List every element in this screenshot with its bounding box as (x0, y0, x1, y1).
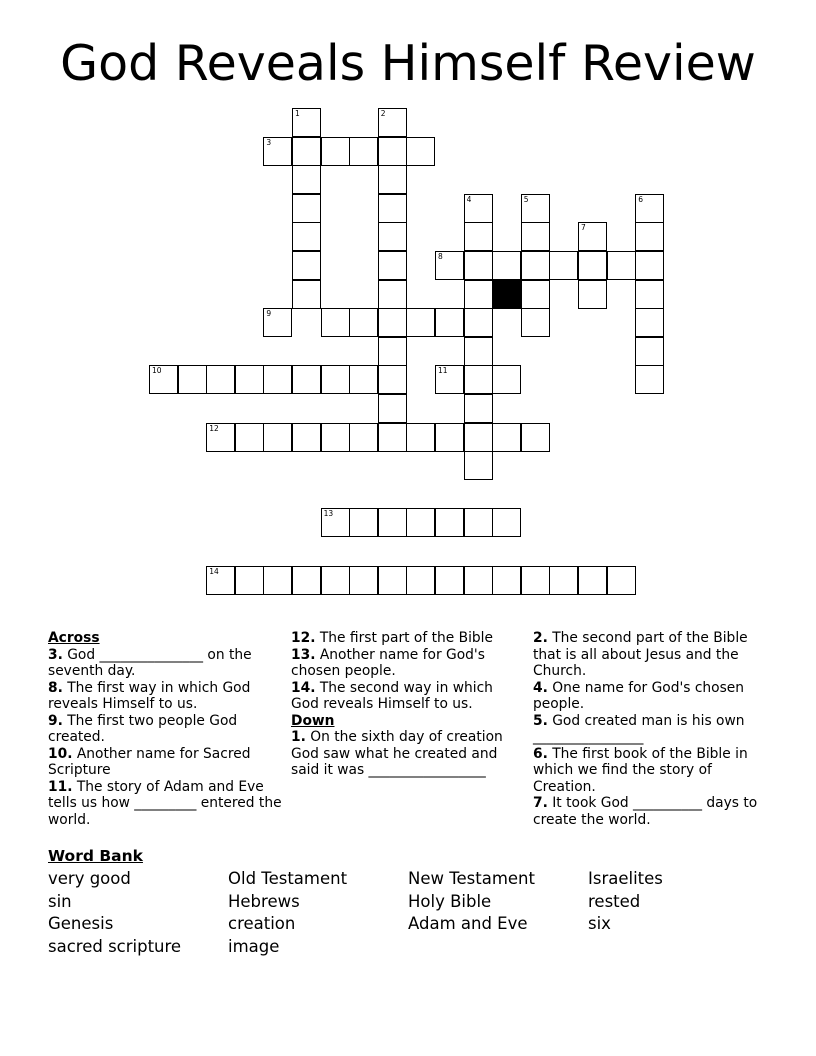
grid-cell[interactable] (635, 251, 664, 280)
clue-across-13: 13. Another name for God's chosen people. (291, 646, 485, 679)
grid-cell[interactable] (292, 280, 321, 309)
grid-cell[interactable] (549, 566, 578, 595)
grid-cell[interactable] (521, 280, 550, 309)
clue-number: 11 (438, 366, 448, 376)
grid-cell[interactable] (321, 365, 350, 394)
down-heading: Down (291, 712, 335, 729)
grid-cell[interactable] (178, 365, 207, 394)
grid-cell[interactable] (635, 365, 664, 394)
grid-cell[interactable] (292, 194, 321, 223)
grid-cell[interactable] (378, 508, 407, 537)
grid-cell[interactable] (349, 308, 378, 337)
grid-cell[interactable] (349, 566, 378, 595)
grid-cell[interactable] (492, 508, 521, 537)
grid-cell[interactable] (292, 566, 321, 595)
clue-number: 12 (209, 423, 219, 433)
clues-column-2 (291, 630, 517, 779)
clues-column-3 (533, 630, 773, 828)
page-title: God Reveals Himself Review (60, 35, 756, 92)
grid-cell[interactable] (292, 165, 321, 194)
word-bank-item: Genesis (48, 914, 114, 934)
clue-number: 5 (523, 194, 529, 204)
grid-cell[interactable] (549, 251, 578, 280)
grid-cell[interactable] (635, 280, 664, 309)
clue-down-1: 1. On the sixth day of creation God saw what he created and said it was _________________ (291, 729, 503, 778)
grid-cell[interactable] (149, 365, 178, 394)
word-bank-item: Israelites (588, 869, 663, 888)
grid-cell[interactable] (321, 508, 350, 537)
grid-cell[interactable] (435, 251, 464, 280)
grid-cell[interactable] (378, 165, 407, 194)
clue-number: 9 (266, 309, 272, 319)
grid-cell[interactable] (464, 251, 493, 280)
grid-cell[interactable] (263, 423, 292, 452)
grid-cell[interactable] (378, 394, 407, 423)
grid-cell[interactable] (435, 508, 464, 537)
grid-cell[interactable] (464, 308, 493, 337)
grid-cell[interactable] (378, 280, 407, 309)
grid-cell[interactable] (635, 222, 664, 251)
word-bank (48, 868, 768, 959)
grid-cell[interactable] (492, 251, 521, 280)
grid-cell[interactable] (435, 365, 464, 394)
word-bank-item: Hebrews (228, 891, 300, 911)
grid-cell[interactable] (378, 566, 407, 595)
grid-cell[interactable] (263, 566, 292, 595)
word-bank-item: very good (48, 869, 131, 888)
grid-cell[interactable] (521, 251, 550, 280)
grid-cell[interactable] (349, 137, 378, 166)
grid-cell[interactable] (378, 423, 407, 452)
grid-cell[interactable] (464, 423, 493, 452)
grid-cell[interactable] (292, 251, 321, 280)
clue-number: 10 (152, 366, 162, 376)
clue-across-3: 3. God _______________ on the seventh day. (48, 646, 252, 679)
grid-cell[interactable] (464, 451, 493, 480)
word-bank-item: New Testament (408, 869, 535, 888)
grid-cell[interactable] (464, 566, 493, 595)
grid-cell[interactable] (292, 365, 321, 394)
grid-cell[interactable] (635, 194, 664, 223)
word-bank-item: Holy Bible (408, 891, 492, 911)
grid-cell[interactable] (578, 566, 607, 595)
word-bank-item: image (228, 937, 280, 957)
grid-cell[interactable] (635, 337, 664, 366)
clue-number: 1 (295, 109, 300, 118)
grid-cell[interactable] (435, 308, 464, 337)
grid-cell[interactable] (492, 423, 521, 452)
grid-cell[interactable] (321, 423, 350, 452)
grid-cell[interactable] (406, 308, 435, 337)
grid-cell[interactable] (406, 423, 435, 452)
clues-column-1 (48, 630, 284, 828)
word-bank-item: rested (588, 891, 641, 911)
grid-cell[interactable] (349, 508, 378, 537)
grid-cell[interactable] (235, 423, 264, 452)
word-bank-item: sacred scripture (48, 937, 182, 957)
grid-cell[interactable] (292, 222, 321, 251)
clue-across-8: 8. The first way in which God reveals Himself to us. (48, 679, 251, 712)
clue-down-5: 5. God created man is his own ________________ (533, 712, 745, 745)
grid-cell[interactable] (378, 365, 407, 394)
grid-cell[interactable] (464, 337, 493, 366)
grid-cell[interactable] (464, 222, 493, 251)
grid-cell[interactable] (521, 222, 550, 251)
clue-number: 3 (266, 137, 272, 147)
grid-cell[interactable] (235, 365, 264, 394)
grid-cell[interactable] (349, 365, 378, 394)
grid-cell[interactable] (321, 137, 350, 166)
clue-down-7: 7. It took God __________ days to create the world. (533, 795, 758, 828)
grid-cell[interactable] (321, 566, 350, 595)
grid-cell[interactable] (578, 251, 607, 280)
grid-cell[interactable] (435, 566, 464, 595)
clue-number: 7 (581, 223, 586, 233)
clue-down-4: 4. One name for God's chosen people. (533, 679, 745, 712)
grid-cell[interactable] (464, 194, 493, 223)
grid-cell[interactable] (206, 566, 235, 595)
grid-cell[interactable] (464, 280, 493, 309)
grid-cell[interactable] (464, 394, 493, 423)
grid-cell[interactable] (635, 308, 664, 337)
clue-number: 6 (638, 194, 643, 204)
grid-cell[interactable] (435, 423, 464, 452)
grid-cell[interactable] (492, 566, 521, 595)
clue-number: 14 (209, 566, 219, 576)
grid-cell[interactable] (578, 280, 607, 309)
clue-across-9: 9. The first two people God created. (48, 712, 238, 745)
grid-cell[interactable] (292, 137, 321, 166)
grid-cell[interactable] (406, 508, 435, 537)
grid-cell[interactable] (206, 365, 235, 394)
word-bank-item (408, 936, 588, 959)
word-bank-title: Word Bank (48, 847, 143, 865)
grid-cell[interactable] (263, 137, 292, 166)
clue-number: 2 (380, 109, 386, 118)
clue-number: 4 (466, 194, 472, 204)
grid-cell[interactable] (378, 194, 407, 223)
grid-cell[interactable] (406, 137, 435, 166)
grid-cell[interactable] (607, 251, 636, 280)
word-bank-item: Old Testament (228, 869, 348, 888)
clue-across-11: 11. The story of Adam and Eve tells us how _________ entered the world. (48, 778, 282, 828)
grid-cell[interactable] (578, 222, 607, 251)
grid-cell[interactable] (378, 108, 407, 137)
grid-cell[interactable] (406, 566, 435, 595)
clue-across-14: 14. The second way in which God reveals Himself to us. (291, 679, 493, 712)
word-bank-item (588, 936, 768, 959)
grid-cell[interactable] (378, 308, 407, 337)
clue-across-12: 12. The first part of the Bible (291, 630, 494, 646)
grid-cell[interactable] (292, 108, 321, 137)
across-heading: Across (48, 630, 100, 646)
clue-down-6: 6. The first book of the Bible in which we find the story of Creation. (533, 745, 748, 795)
grid-cell[interactable] (321, 308, 350, 337)
clue-down-2: 2. The second part of the Bible that is all about Jesus and the Church. (533, 630, 748, 679)
grid-cell[interactable] (607, 566, 636, 595)
black-square (492, 280, 521, 309)
grid-cell[interactable] (206, 423, 235, 452)
grid-cell[interactable] (521, 423, 550, 452)
grid-cell[interactable] (292, 423, 321, 452)
grid-cell[interactable] (492, 365, 521, 394)
clue-across-10: 10. Another name for Sacred Scripture (48, 745, 251, 778)
grid-cell[interactable] (378, 251, 407, 280)
word-bank-item: sin (48, 891, 72, 911)
grid-cell[interactable] (235, 566, 264, 595)
grid-cell[interactable] (521, 194, 550, 223)
grid-cell[interactable] (349, 423, 378, 452)
grid-cell[interactable] (378, 222, 407, 251)
word-bank-item: Adam and Eve (408, 914, 528, 934)
grid-cell[interactable] (378, 337, 407, 366)
word-bank-item: six (588, 914, 611, 934)
grid-cell[interactable] (521, 566, 550, 595)
grid-cell[interactable] (263, 365, 292, 394)
grid-cell[interactable] (464, 365, 493, 394)
word-bank-item: creation (228, 914, 296, 934)
clue-number: 8 (438, 252, 443, 261)
grid-cell[interactable] (521, 308, 550, 337)
grid-cell[interactable] (263, 308, 292, 337)
grid-cell[interactable] (378, 137, 407, 166)
clue-number: 13 (323, 509, 334, 519)
grid-cell[interactable] (464, 508, 493, 537)
